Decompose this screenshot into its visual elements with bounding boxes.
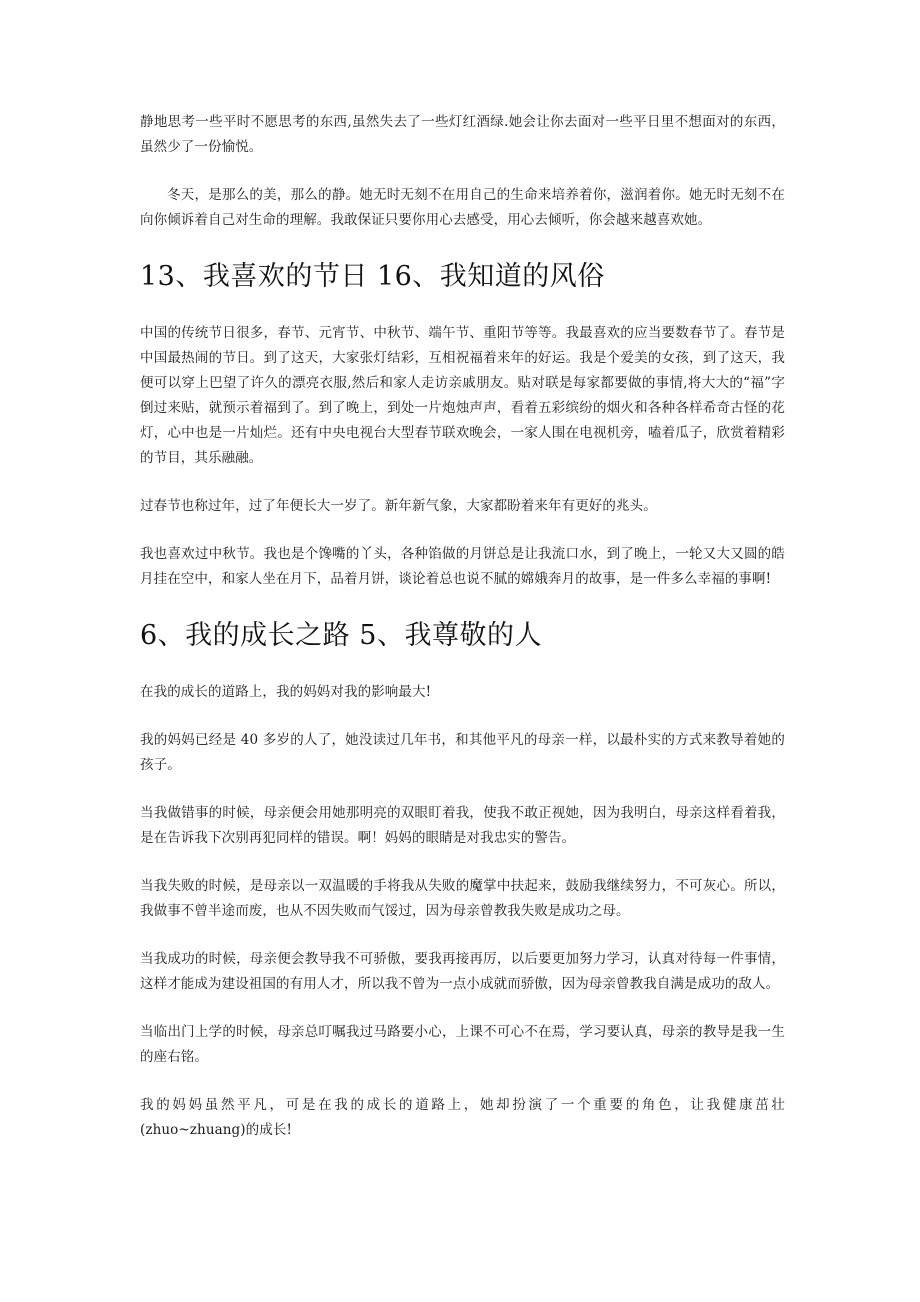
growth-paragraph-5: 当我成功的时候，母亲便会教导我不可骄傲，要我再接再厉，以后要更加努力学习，认真对待每一件事情，这样才能成为建设祖国的有用人才，所以我不曾为一点小成就而骄傲，因为母亲曾教我自满是成功的敌人。 <box>140 951 785 992</box>
growth-paragraph-6: 当临出门上学的时候，母亲总叮嘱我过马路要小心，上课不可心不在焉，学习要认真，母亲的教导是我一生的座右铭。 <box>140 1024 785 1065</box>
section-heading-growth: 6、我的成长之路 5、我尊敬的人 <box>140 620 542 651</box>
document-page <box>140 110 785 1143</box>
section-heading-festival: 13、我喜欢的节日 16、我知道的风俗 <box>140 261 605 292</box>
growth-paragraph-4: 当我失败的时候，是母亲以一双温暖的手将我从失败的魔掌中扶起来，鼓励我继续努力，不可灰心。所以，我做事不曾半途而废，也从不因失败而气馁过，因为母亲曾教我失败是成功之母。 <box>140 878 785 919</box>
festival-paragraph-2: 过春节也称过年，过了年便长大一岁了。新年新气象，大家都盼着来年有更好的兆头。 <box>140 498 657 514</box>
intro-paragraph-2: 冬天，是那么的美，那么的静。她无时无刻不在用自己的生命来培养着你，滋润着你。她无时无刻不在向你倾诉着自己对生命的理解。我敢保证只要你用心去感受，用心去倾听，你会越来越喜欢她。 <box>140 187 785 228</box>
growth-paragraph-3: 当我做错事的时候，母亲便会用她那明亮的双眼盯着我，使我不敢正视她，因为我明白，母亲这样看着我，是在告诉我下次别再犯同样的错误。啊！妈妈的眼睛是对我忠实的警告。 <box>140 805 785 846</box>
growth-paragraph-7: 我的妈妈虽然平凡，可是在我的成长的道路上，她却扮演了一个重要的角色，让我健康茁壮(zhuo~zhuang)的成长! <box>140 1097 785 1138</box>
growth-paragraph-1: 在我的成长的道路上，我的妈妈对我的影响最大! <box>140 684 432 700</box>
intro-paragraph-1: 静地思考一些平时不愿思考的东西,虽然失去了一些灯红酒绿.她会让你去面对一些平日里不想面对的东西，虽然少了一份愉悦。 <box>140 114 785 155</box>
growth-paragraph-2: 我的妈妈已经是 40 多岁的人了，她没读过几年书，和其他平凡的母亲一样，以最朴实的方式来教导着她的孩子。 <box>140 732 785 773</box>
festival-paragraph-3: 我也喜欢过中秋节。我也是个馋嘴的丫头，各种馅做的月饼总是让我流口水，到了晚上，一轮又大又圆的皓月挂在空中，和家人坐在月下，品着月饼，谈论着总也说不腻的嫦娥奔月的故事，是一件多么幸福的事啊! <box>140 546 785 587</box>
festival-paragraph-1: 中国的传统节日很多，春节、元宵节、中秋节、端午节、重阳节等等。我最喜欢的应当要数春节了。春节是中国最热闹的节日。到了这天，大家张灯结彩，互相祝福着来年的好运。我是个爱美的女孩，到了这天，我便可以穿上巴望了许久的漂亮衣服,然后和家人走访亲戚朋友。贴对联是每家都要做的事情,将大大的“福”字倒过来贴，就预示着福到了。到了晚上，到处一片炮烛声声，看着五彩缤纷的烟火和各种各样希奇古怪的花灯，心中也是一片灿烂。还有中央电视台大型春节联欢晚会，一家人围在电视机旁，嗑着瓜子，欣赏着精彩的节目，其乐融融。 <box>140 325 785 466</box>
